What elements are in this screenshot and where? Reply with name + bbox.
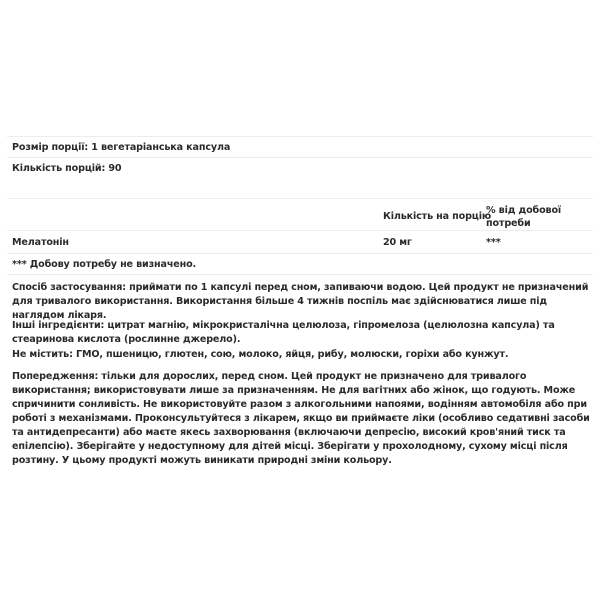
- table-spacer: [7, 178, 593, 198]
- footnote-row: [7, 253, 593, 275]
- servings-per-container-row: [7, 157, 593, 178]
- table-header-row: [7, 198, 593, 230]
- serving-size-row: [7, 136, 593, 157]
- servings-per-container: Кількість порцій: 90: [12, 163, 122, 174]
- warnings: Попередження: тільки для дорослих, перед сном. Цей продукт не призначено для тривалого використання; використовувати лише за призначенням. Не для вагітних або жінок, що годують. Може спричинити сонливість. Не використовуйте разом з алкогольними напоями, водінням автомобіля або при роботі з механізмами. Проконсультуйтеся з лікарем, якщо ви приймаєте ліки (особливо седативні засоби та антидепресанти) або маєте якесь захворювання (включаючи депресію, високий кров'яний тиск та епілепсію). Зберігайте у недоступному для дітей місці. Зберігати у прохолодному, сухому місці після розтину. У цьому продукті можуть виникати природні зміни кольору.: [12, 371, 590, 466]
- usage-instructions: Спосіб застосування: приймати по 1 капсулі перед сном, запиваючи водою. Цей продукт не призначений для тривалого використання. Використання більше 4 тижнів поспіль має здійснюватися лише під наглядом лікаря.: [12, 282, 589, 321]
- amount-per-serving-header: Кількість на порцію: [383, 211, 492, 222]
- nutrient-name: Мелатонін: [12, 237, 69, 248]
- daily-value-footnote: *** Добову потребу не визначено.: [12, 259, 197, 270]
- nutrient-daily-value: ***: [486, 237, 501, 248]
- supplement-facts-table: [7, 136, 593, 275]
- other-ingredients: Інші інгредієнти: цитрат магнію, мікрокристалічна целюлоза, гіпромелоза (целюлозна капсула) та стеаринова кислота (рослинне джерело).: [12, 320, 555, 345]
- nutrient-row: [7, 230, 593, 253]
- free-from-statement: Не містить: ГМО, пшеницю, глютен, сою, молоко, яйця, рибу, молюски, горіхи або кунжут.: [12, 349, 509, 360]
- serving-size: Розмір порції: 1 вегетаріанська капсула: [12, 142, 231, 153]
- nutrient-amount: 20 мг: [383, 237, 412, 248]
- daily-value-header: % від добової потреби: [486, 205, 562, 229]
